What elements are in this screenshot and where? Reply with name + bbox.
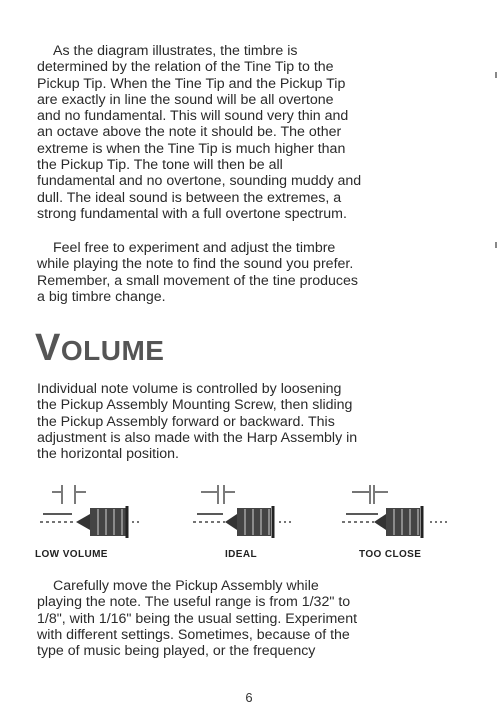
- edge-mark: [495, 242, 497, 248]
- text-line: are exactly in line the sound will be all overtone: [37, 91, 334, 108]
- text-line: the Pickup Assembly Mounting Screw, then sliding: [37, 397, 353, 414]
- text-line: with different settings. Sometimes, because of the: [37, 626, 350, 643]
- text-line: adjustment is also made with the Harp Assembly in: [37, 429, 358, 446]
- section-heading-volume: [35, 329, 164, 367]
- text-line: while playing the note to find the sound you prefer.: [37, 256, 354, 273]
- text-line: the horizontal position.: [37, 446, 179, 463]
- experiment-paragraph: [37, 240, 477, 305]
- text-line: Feel free to experiment and adjust the timbre: [53, 240, 336, 256]
- text-line: Carefully move the Pickup Assembly while: [53, 578, 319, 594]
- edge-mark: [495, 72, 497, 78]
- text-line: extreme is when the Tine Tip is much higher than: [37, 140, 346, 157]
- text-line: the Pickup Tip. The tone will then be all: [37, 157, 283, 174]
- text-line: Individual note volume is controlled by loosening: [37, 381, 342, 397]
- pickup-diagram-low-volume: [28, 484, 153, 542]
- text-line: determined by the relation of the Tine Tip to the: [37, 59, 334, 76]
- caption-too-close: TOO CLOSE: [359, 549, 422, 560]
- text-line: Remember, a small movement of the tine produces: [37, 272, 358, 289]
- pickup-diagram-ideal: [189, 484, 304, 542]
- page-number: 6: [245, 690, 253, 705]
- adjustment-paragraph: [37, 578, 477, 659]
- text-line: type of music being played, or the frequency: [37, 643, 316, 660]
- text-line: playing the note. The useful range is from 1/32" to: [37, 594, 351, 611]
- pickup-diagram-too-close: [340, 484, 460, 542]
- heading-initial: V: [35, 327, 61, 369]
- caption-ideal: IDEAL: [225, 549, 257, 560]
- text-line: and no fundamental. This will sound very thin and: [37, 108, 349, 125]
- heading-rest: OLUME: [60, 335, 165, 366]
- text-line: an octave above the note it should be. The other: [37, 124, 342, 141]
- text-line: strong fundamental with a full overtone spectrum.: [37, 205, 347, 222]
- caption-low-volume: LOW VOLUME: [35, 549, 108, 560]
- text-line: the Pickup Assembly forward or backward. This: [37, 413, 335, 430]
- text-line: 1/8", with 1/16" being the usual setting. Experiment: [37, 610, 358, 627]
- text-line: Pickup Tip. When the Tine Tip and the Pickup Tip: [37, 75, 346, 92]
- timbre-paragraph: [37, 43, 477, 222]
- text-line: As the diagram illustrates, the timbre is: [53, 43, 298, 59]
- text-line: fundamental and no overtone, sounding muddy and: [37, 173, 362, 190]
- text-line: dull. The ideal sound is between the extremes, a: [37, 189, 342, 206]
- volume-paragraph: [37, 381, 477, 462]
- text-line: a big timbre change.: [37, 288, 166, 305]
